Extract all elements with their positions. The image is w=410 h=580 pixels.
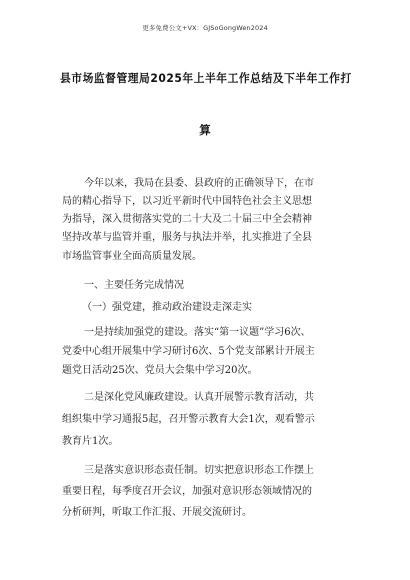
document-title-line-2: 算 xyxy=(199,123,211,137)
item1-line-3: 题党日活动25次、党员大会集中学习20次。 xyxy=(62,365,258,376)
item1-line-1: 一是持续加强党的建设。落实“第一议题”学习6次、 xyxy=(84,327,311,338)
item2-line-1: 二是深化党风廉政建设。认真开展警示教育活动，共 xyxy=(84,392,314,403)
document-title-line-1: 县市场监督管理局2025年上半年工作总结及下半年工作打 xyxy=(60,71,352,85)
item2-line-3: 教育片1次。 xyxy=(62,436,119,447)
intro-line-5: 市场监管事业全面高质量发展。 xyxy=(62,251,202,262)
item3-line-1: 三是落实意识形态责任制。切实把意识形态工作摆上 xyxy=(84,465,314,476)
intro-line-2: 局的精心指导下，以习近平新时代中国特色社会主义思想 xyxy=(62,196,312,207)
subsection-heading: （一）强党建，推动政治建设走深走实 xyxy=(82,302,252,313)
section-heading: 一、主要任务完成情况 xyxy=(84,280,184,291)
item1-line-2: 党委中心组开展集中学习研讨6次、5个党支部累计开展主 xyxy=(62,346,315,357)
item3-line-3: 分析研判，听取工作汇报、开展交流研讨。 xyxy=(62,507,252,518)
item3-line-2: 重要日程，每季度召开会议，加强对意识形态领域情况的 xyxy=(62,486,312,497)
intro-line-4: 坚持改革与监管并重，服务与执法并举，扎实推进了全县 xyxy=(62,232,312,243)
intro-line-3: 为指导，深入贯彻落实党的二十大及二十届三中全会精神 xyxy=(62,214,312,225)
header-note: 更多免费公文+VX：GJSoGongWen2024 xyxy=(142,24,268,32)
item2-line-2: 组织集中学习通报5起，召开警示教育大会1次，观看警示 xyxy=(62,414,315,425)
intro-line-1: 今年以来，我局在县委、县政府的正确领导下，在市 xyxy=(84,178,314,189)
